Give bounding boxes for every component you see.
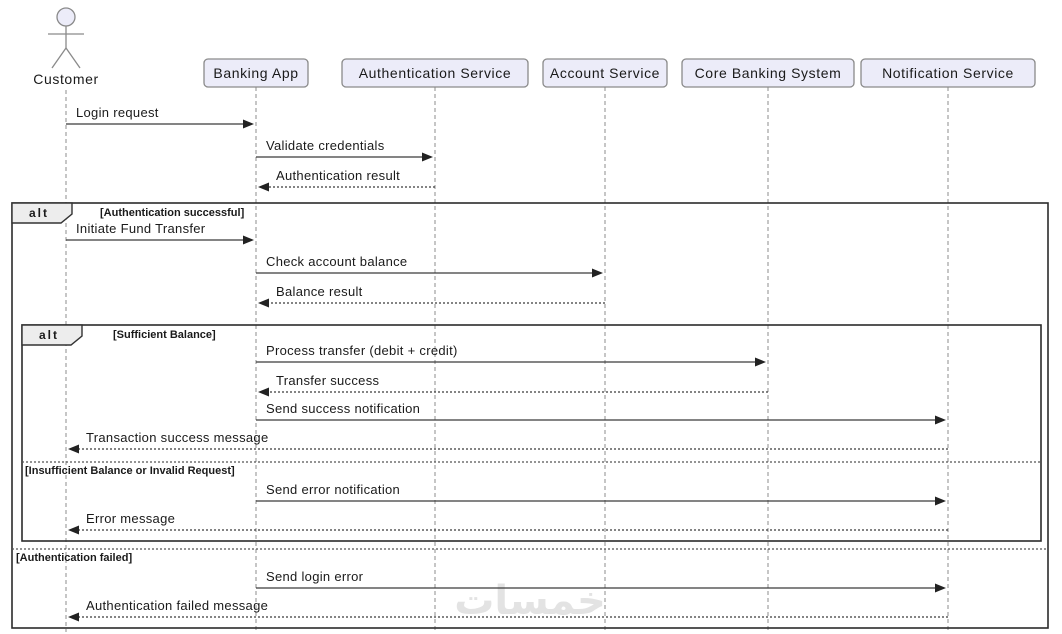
message-arrowhead (422, 153, 433, 162)
watermark-text: خمسات (454, 578, 606, 624)
message-label: Authentication result (276, 168, 401, 183)
alt-guard-label: [Sufficient Balance] (113, 329, 216, 341)
message-arrowhead (68, 445, 79, 454)
message-label: Error message (86, 511, 176, 526)
alt-operator-label: alt (38, 328, 60, 342)
alt-guard-label: [Authentication failed] (16, 552, 133, 564)
message-label: Check account balance (266, 254, 408, 269)
message-label: Send error notification (266, 482, 401, 497)
message-arrowhead (68, 613, 79, 622)
actor-head (57, 8, 75, 26)
alt-fragment-frame (12, 203, 1048, 628)
actor-label-customer: Customer (33, 71, 99, 87)
message-arrowhead (592, 269, 603, 278)
actor-leg-right (66, 48, 80, 68)
participant-label-banking: Banking App (213, 65, 299, 81)
message-arrowhead (258, 299, 269, 308)
message-arrowhead (243, 236, 254, 245)
alt-guard-label: [Insufficient Balance or Invalid Request] (25, 465, 235, 477)
participant-label-core: Core Banking System (694, 65, 842, 81)
message-label: Login request (76, 105, 159, 120)
message-arrowhead (258, 183, 269, 192)
participant-label-notification: Notification Service (882, 65, 1014, 81)
alt-guard-label: [Authentication successful] (100, 207, 245, 219)
message-arrowhead (935, 584, 946, 593)
message-label: Process transfer (debit + credit) (266, 343, 458, 358)
message-label: Send login error (266, 569, 364, 584)
participant-label-account: Account Service (549, 65, 661, 81)
message-arrowhead (755, 358, 766, 367)
message-label: Transaction success message (86, 430, 269, 445)
message-label: Validate credentials (266, 138, 385, 153)
message-label: Transfer success (276, 373, 380, 388)
message-arrowhead (258, 388, 269, 397)
message-arrowhead (243, 120, 254, 129)
message-label: Initiate Fund Transfer (76, 221, 206, 236)
message-arrowhead (68, 526, 79, 535)
message-arrowhead (935, 497, 946, 506)
alt-operator-label: alt (28, 206, 50, 220)
actor-leg-left (52, 48, 66, 68)
message-arrowhead (935, 416, 946, 425)
message-label: Send success notification (266, 401, 421, 416)
message-label: Authentication failed message (86, 598, 269, 613)
message-label: Balance result (276, 284, 363, 299)
participant-label-auth: Authentication Service (358, 65, 512, 81)
